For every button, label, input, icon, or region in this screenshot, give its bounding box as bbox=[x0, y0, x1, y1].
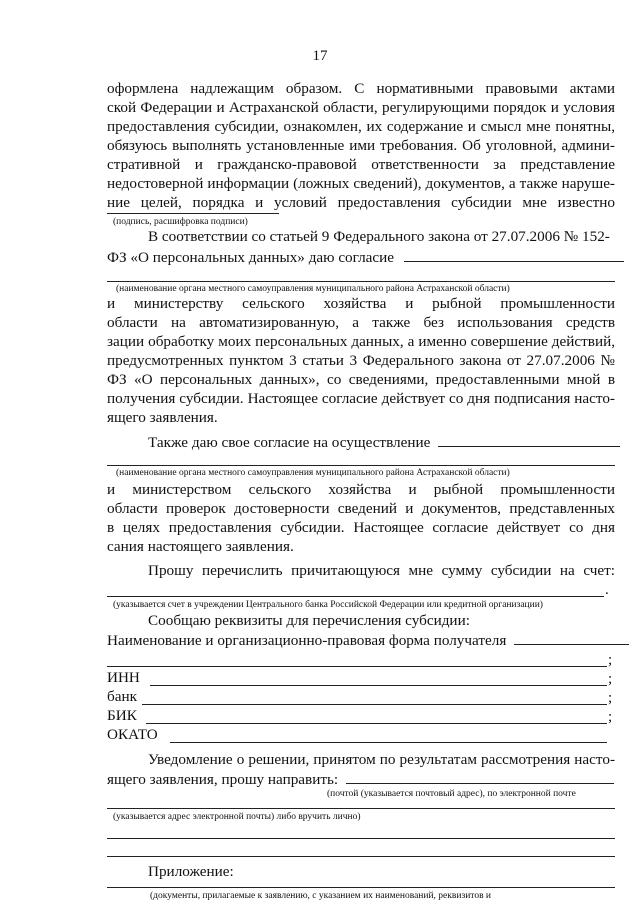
para3-line: области проверок достоверности сведений и документов, представленных bbox=[107, 500, 615, 517]
para2-line: и министерству сельского хозяйства и рыбной промышленности bbox=[107, 295, 615, 312]
transfer-request: Прошу перечислить причитающуюся мне сумму субсидии на счет: bbox=[148, 562, 615, 579]
para3-line: и министерством сельского хозяйства и рыбной промышленности bbox=[107, 481, 615, 498]
caption-notice-1: (почтой (указывается почтовый адрес), по электронной почте bbox=[327, 789, 576, 799]
authority-line-2[interactable] bbox=[107, 465, 615, 466]
details-intro: Сообщаю реквизиты для перечисления субсидии: bbox=[148, 612, 470, 629]
para1-line: обязуюсь выполнять установленные ими требования. Об уголовной, админи- bbox=[107, 137, 615, 154]
para1-line: ской Федерации и Астраханской области, регулирующими порядок и условия bbox=[107, 99, 615, 116]
consent1-authority-field[interactable] bbox=[404, 248, 624, 262]
field-okato-label: ОКАТО bbox=[107, 726, 158, 743]
caption-authority-1: (наименование органа местного самоуправления муниципального района Астраханской области) bbox=[116, 284, 510, 294]
field-inn-label: ИНН bbox=[107, 669, 140, 686]
semicolon: ; bbox=[608, 671, 613, 687]
field-bank-label: банк bbox=[107, 688, 137, 705]
para1-line: недостоверной информации (ложных сведений), документов, а также наруше- bbox=[107, 175, 615, 192]
notice-label: ящего заявления, прошу направить: bbox=[107, 771, 339, 788]
field-bik-label: БИК bbox=[107, 707, 137, 724]
recipient-field-2[interactable] bbox=[107, 666, 607, 667]
signature-line[interactable] bbox=[107, 213, 279, 214]
notice-line2 bbox=[107, 770, 615, 789]
para2-line: предусмотренных пунктом 3 статьи 3 Федерального закона от 27.07.2006 № bbox=[107, 352, 615, 369]
semicolon: . bbox=[605, 582, 609, 598]
caption-notice-2: (указывается адрес электронной почты) либо вручить лично) bbox=[113, 812, 361, 822]
consent1-line1: В соответствии со статьей 9 Федерального закона от 27.07.2006 № 152- bbox=[148, 228, 610, 245]
consent1-line2 bbox=[107, 248, 615, 267]
recipient-label: Наименование и организационно-правовая форма получателя bbox=[107, 632, 507, 649]
para2-line: области на автоматизированную, а также без использования средств bbox=[107, 314, 615, 331]
attachments-field[interactable] bbox=[107, 887, 615, 888]
notice-field[interactable] bbox=[346, 770, 614, 784]
para2-line: зации обработку моих персональных данных, а именно совершение действий, bbox=[107, 333, 615, 350]
field-bank-input[interactable] bbox=[142, 704, 607, 705]
recipient-field[interactable] bbox=[514, 631, 629, 645]
notice-field-4[interactable] bbox=[107, 856, 615, 857]
para3-line: сания настоящего заявления. bbox=[107, 538, 294, 555]
para2-line: ящего заявления. bbox=[107, 409, 218, 426]
semicolon: ; bbox=[608, 652, 613, 668]
caption-signature: (подпись, расшифровка подписи) bbox=[113, 217, 248, 227]
consent2-line bbox=[148, 433, 615, 452]
para3-line: в целях предоставления субсидии. Настоящее согласие действует со дня bbox=[107, 519, 615, 536]
notice-field-3[interactable] bbox=[107, 838, 615, 839]
recipient-line bbox=[107, 631, 615, 650]
authority-line-1[interactable] bbox=[107, 281, 615, 282]
attachments-label: Приложение: bbox=[148, 863, 234, 880]
field-okato-input[interactable] bbox=[170, 742, 607, 743]
para1-line: стративной и гражданско-правовой ответственности за представление bbox=[107, 156, 615, 173]
account-field[interactable] bbox=[107, 596, 604, 597]
notice-line1: Уведомление о решении, принятом по результатам рассмотрения насто- bbox=[148, 751, 615, 768]
para2-line: получения субсидии. Настоящее согласие действует со дня подписания насто- bbox=[107, 390, 615, 407]
semicolon: ; bbox=[608, 690, 613, 706]
caption-account: (указывается счет в учреждении Центрального банка Российской Федерации или кредитной организации) bbox=[113, 600, 543, 610]
caption-authority-2: (наименование органа местного самоуправления муниципального района Астраханской области) bbox=[116, 468, 510, 478]
caption-attachments: (документы, прилагаемые к заявлению, с указанием их наименований, реквизитов и bbox=[150, 891, 492, 901]
para1-line: оформлена надлежащим образом. С нормативными правовыми актами bbox=[107, 80, 615, 97]
para1-line: ние целей, порядка и условий предоставления субсидии мне известно bbox=[107, 194, 615, 211]
consent2-label: Также даю свое согласие на осуществление bbox=[148, 434, 431, 451]
para2-line: ФЗ «О персональных данных», со сведениями, предоставленными мной в bbox=[107, 371, 615, 388]
consent2-authority-field[interactable] bbox=[438, 433, 620, 447]
field-bik-input[interactable] bbox=[146, 723, 607, 724]
semicolon: ; bbox=[608, 709, 613, 725]
notice-field-2[interactable] bbox=[107, 808, 615, 809]
para1-line: предоставления субсидии, ознакомлен, их содержание и смысл мне понятны, bbox=[107, 118, 615, 135]
page-number: 17 bbox=[312, 48, 328, 64]
field-inn-input[interactable] bbox=[150, 685, 607, 686]
consent1-label: ФЗ «О персональных данных» даю согласие bbox=[107, 249, 395, 266]
